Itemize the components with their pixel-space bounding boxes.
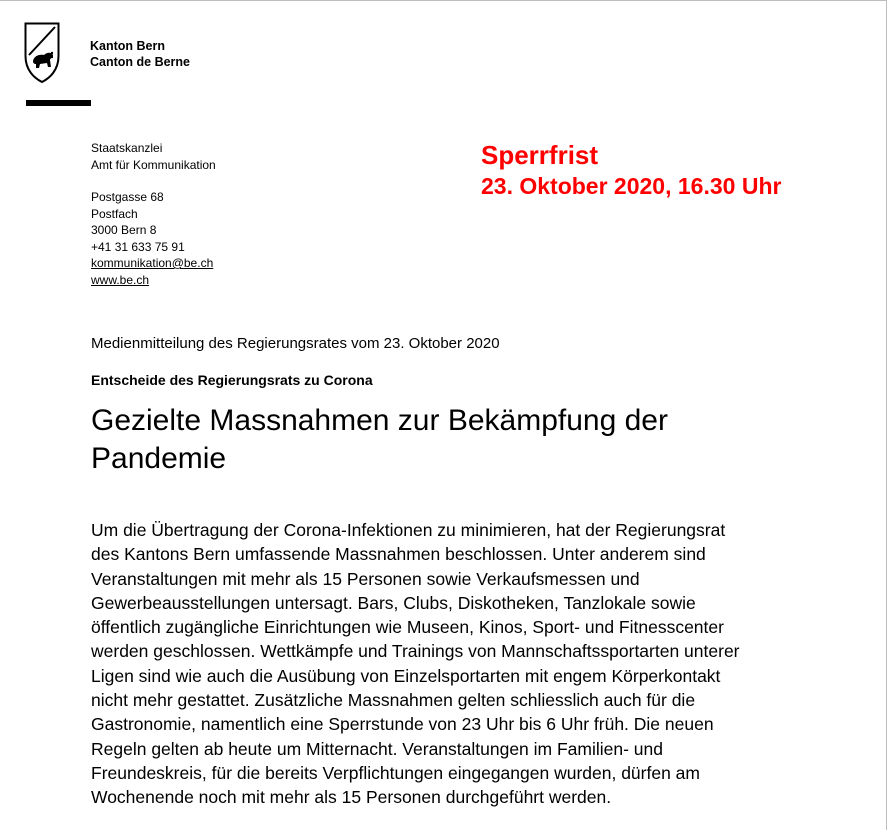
headline [91, 402, 851, 478]
address-dept: Staatskanzlei [91, 141, 163, 155]
canton-name-de: Kanton Bern [90, 39, 165, 53]
body-line: Gewerbeausstellungen untersagt. Bars, Clubs, Diskotheken, Tanzlokale sowie [91, 592, 696, 613]
canton-name-fr: Canton de Berne [90, 55, 191, 69]
header-rule [26, 100, 91, 106]
embargo-label: Sperrfrist [481, 140, 599, 170]
subtitle: Entscheide des Regierungsrats zu Corona [91, 372, 373, 388]
body-line: Freundeskreis, für die bereits Verpflichtungen eingegangen wurden, dürfen am [91, 762, 700, 783]
body-line: Veranstaltungen mit mehr als 15 Personen sowie Verkaufsmessen und [91, 568, 640, 589]
body-line: werden geschlossen. Wettkämpfe und Trainings von Mannschaftssportarten unterer [91, 641, 740, 662]
email-link[interactable]: kommunikation@be.ch [91, 256, 214, 270]
address-box: Postfach [91, 206, 138, 221]
body-line: des Kantons Bern umfassende Massnahmen beschlossen. Unter anderem sind [91, 544, 706, 565]
body-line: Ligen sind wie auch die Ausübung von Einzelsportarten mit engem Körperkontakt [91, 665, 721, 686]
address-office: Amt für Kommunikation [91, 157, 216, 172]
address-phone: +41 31 633 75 91 [91, 239, 185, 254]
body-line: Gastronomie, namentlich eine Sperrstunde von 23 Uhr bis 6 Uhr früh. Die neuen [91, 714, 714, 735]
embargo-notice [481, 139, 781, 201]
address-street: Postgasse 68 [91, 190, 164, 204]
address-gap [91, 173, 216, 189]
headline-line-2: Pandemie [91, 442, 227, 475]
body-line: öffentlich zugängliche Einrichtungen wie Museen, Kinos, Sport- und Fitnesscenter [91, 617, 724, 638]
body-line: Um die Übertragung der Corona-Infektionen zu minimieren, hat der Regierungsrat [91, 520, 726, 540]
address-city: 3000 Bern 8 [91, 223, 157, 237]
headline-line-1: Gezielte Massnahmen zur Bekämpfung der [91, 404, 668, 437]
body-line: Wochenende noch mit mehr als 15 Personen durchgeführt werden. [91, 787, 612, 808]
website-link[interactable]: www.be.ch [91, 272, 150, 287]
embargo-datetime: 23. Oktober 2020, 16.30 Uhr [481, 173, 782, 199]
canton-name-block [90, 38, 190, 70]
body-line: Regeln gelten ab heute um Mitternacht. Veranstaltungen im Familien- und [91, 738, 663, 759]
media-release-line: Medienmitteilung des Regierungsrates vom 23. Oktober 2020 [91, 335, 500, 352]
body-line: nicht mehr gestattet. Zusätzliche Massnahmen gelten schliesslich auch für die [91, 690, 696, 711]
body-paragraph [91, 518, 861, 810]
bern-coat-of-arms-icon [24, 22, 60, 84]
sender-address [91, 140, 216, 288]
